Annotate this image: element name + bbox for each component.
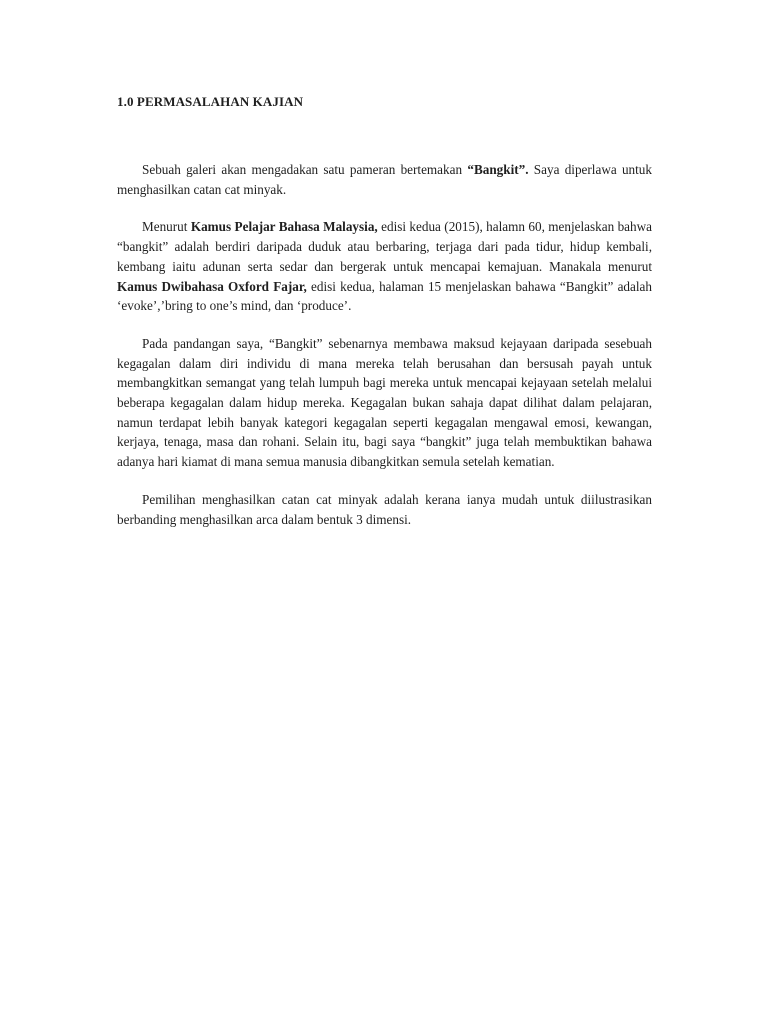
section-heading: 1.0 PERMASALAHAN KAJIAN [117, 94, 304, 109]
paragraph-1-bold-theme: “Bangkit”. [467, 162, 529, 177]
paragraph-3: Pada pandangan saya, “Bangkit” sebenarnya membawa maksud kejayaan daripada sesebuah kegagalan dalam diri individu di mana mereka telah berusahan dan bersusah payah untuk membangkitkan semangat yang telah lumpuh bagi mereka untuk mencapai kejayaan setelah melalui beberapa kegagalan dalam hidup mereka. Kegagalan bukan sahaja dapat dilihat dalam pelajaran, namun terdapat lebih banyak kategori kegagalan seperti kegagalan mengawal emosi, kewangan, kerjaya, tenaga, masa dan rohani. Selain itu, bagi saya “bangkit” juga telah membuktikan bahawa adanya hari kiamat di mana semua manusia dibangkitkan semula setelah kematian. [117, 335, 652, 470]
paragraph-1-text-c: Saya diperlawa untuk menghasilkan catan cat minyak. [117, 162, 652, 197]
paragraph-2-bold-kamus-dwibahasa: Kamus Dwibahasa Oxford Fajar, [117, 278, 307, 294]
paragraph-1-text-a: Sebuah galeri akan mengadakan satu pameran bertemakan [142, 162, 468, 177]
paragraph-1 [117, 160, 652, 199]
paragraph-2-text-a: Menurut [142, 219, 191, 235]
paragraph-2-text-c: edisi kedua (2015), halamn 60, menjelaskan bahwa “bangkit” adalah berdiri daripada duduk atau berbaring, terjaga dari pada tidur, hidup kembali, kembang iaitu adunan serta sedar dan bergerak untuk mencapai kemajuan. Manakala menurut [117, 219, 652, 274]
paragraph-2-bold-kamus-pelajar: Kamus Pelajar Bahasa Malaysia, [190, 219, 378, 235]
paragraph-4: Pemilihan menghasilkan catan cat minyak adalah kerana ianya mudah untuk diilustrasikan berbanding menghasilkan arca dalam bentuk 3 dimensi. [117, 491, 652, 527]
document-body [117, 92, 652, 547]
paragraph-2-text-e: edisi kedua, halaman 15 menjelaskan bahawa “Bangkit” adalah ‘evoke’,’bring to one’s mind, dan ‘produce’. [117, 278, 652, 314]
paragraph-2 [117, 217, 652, 316]
